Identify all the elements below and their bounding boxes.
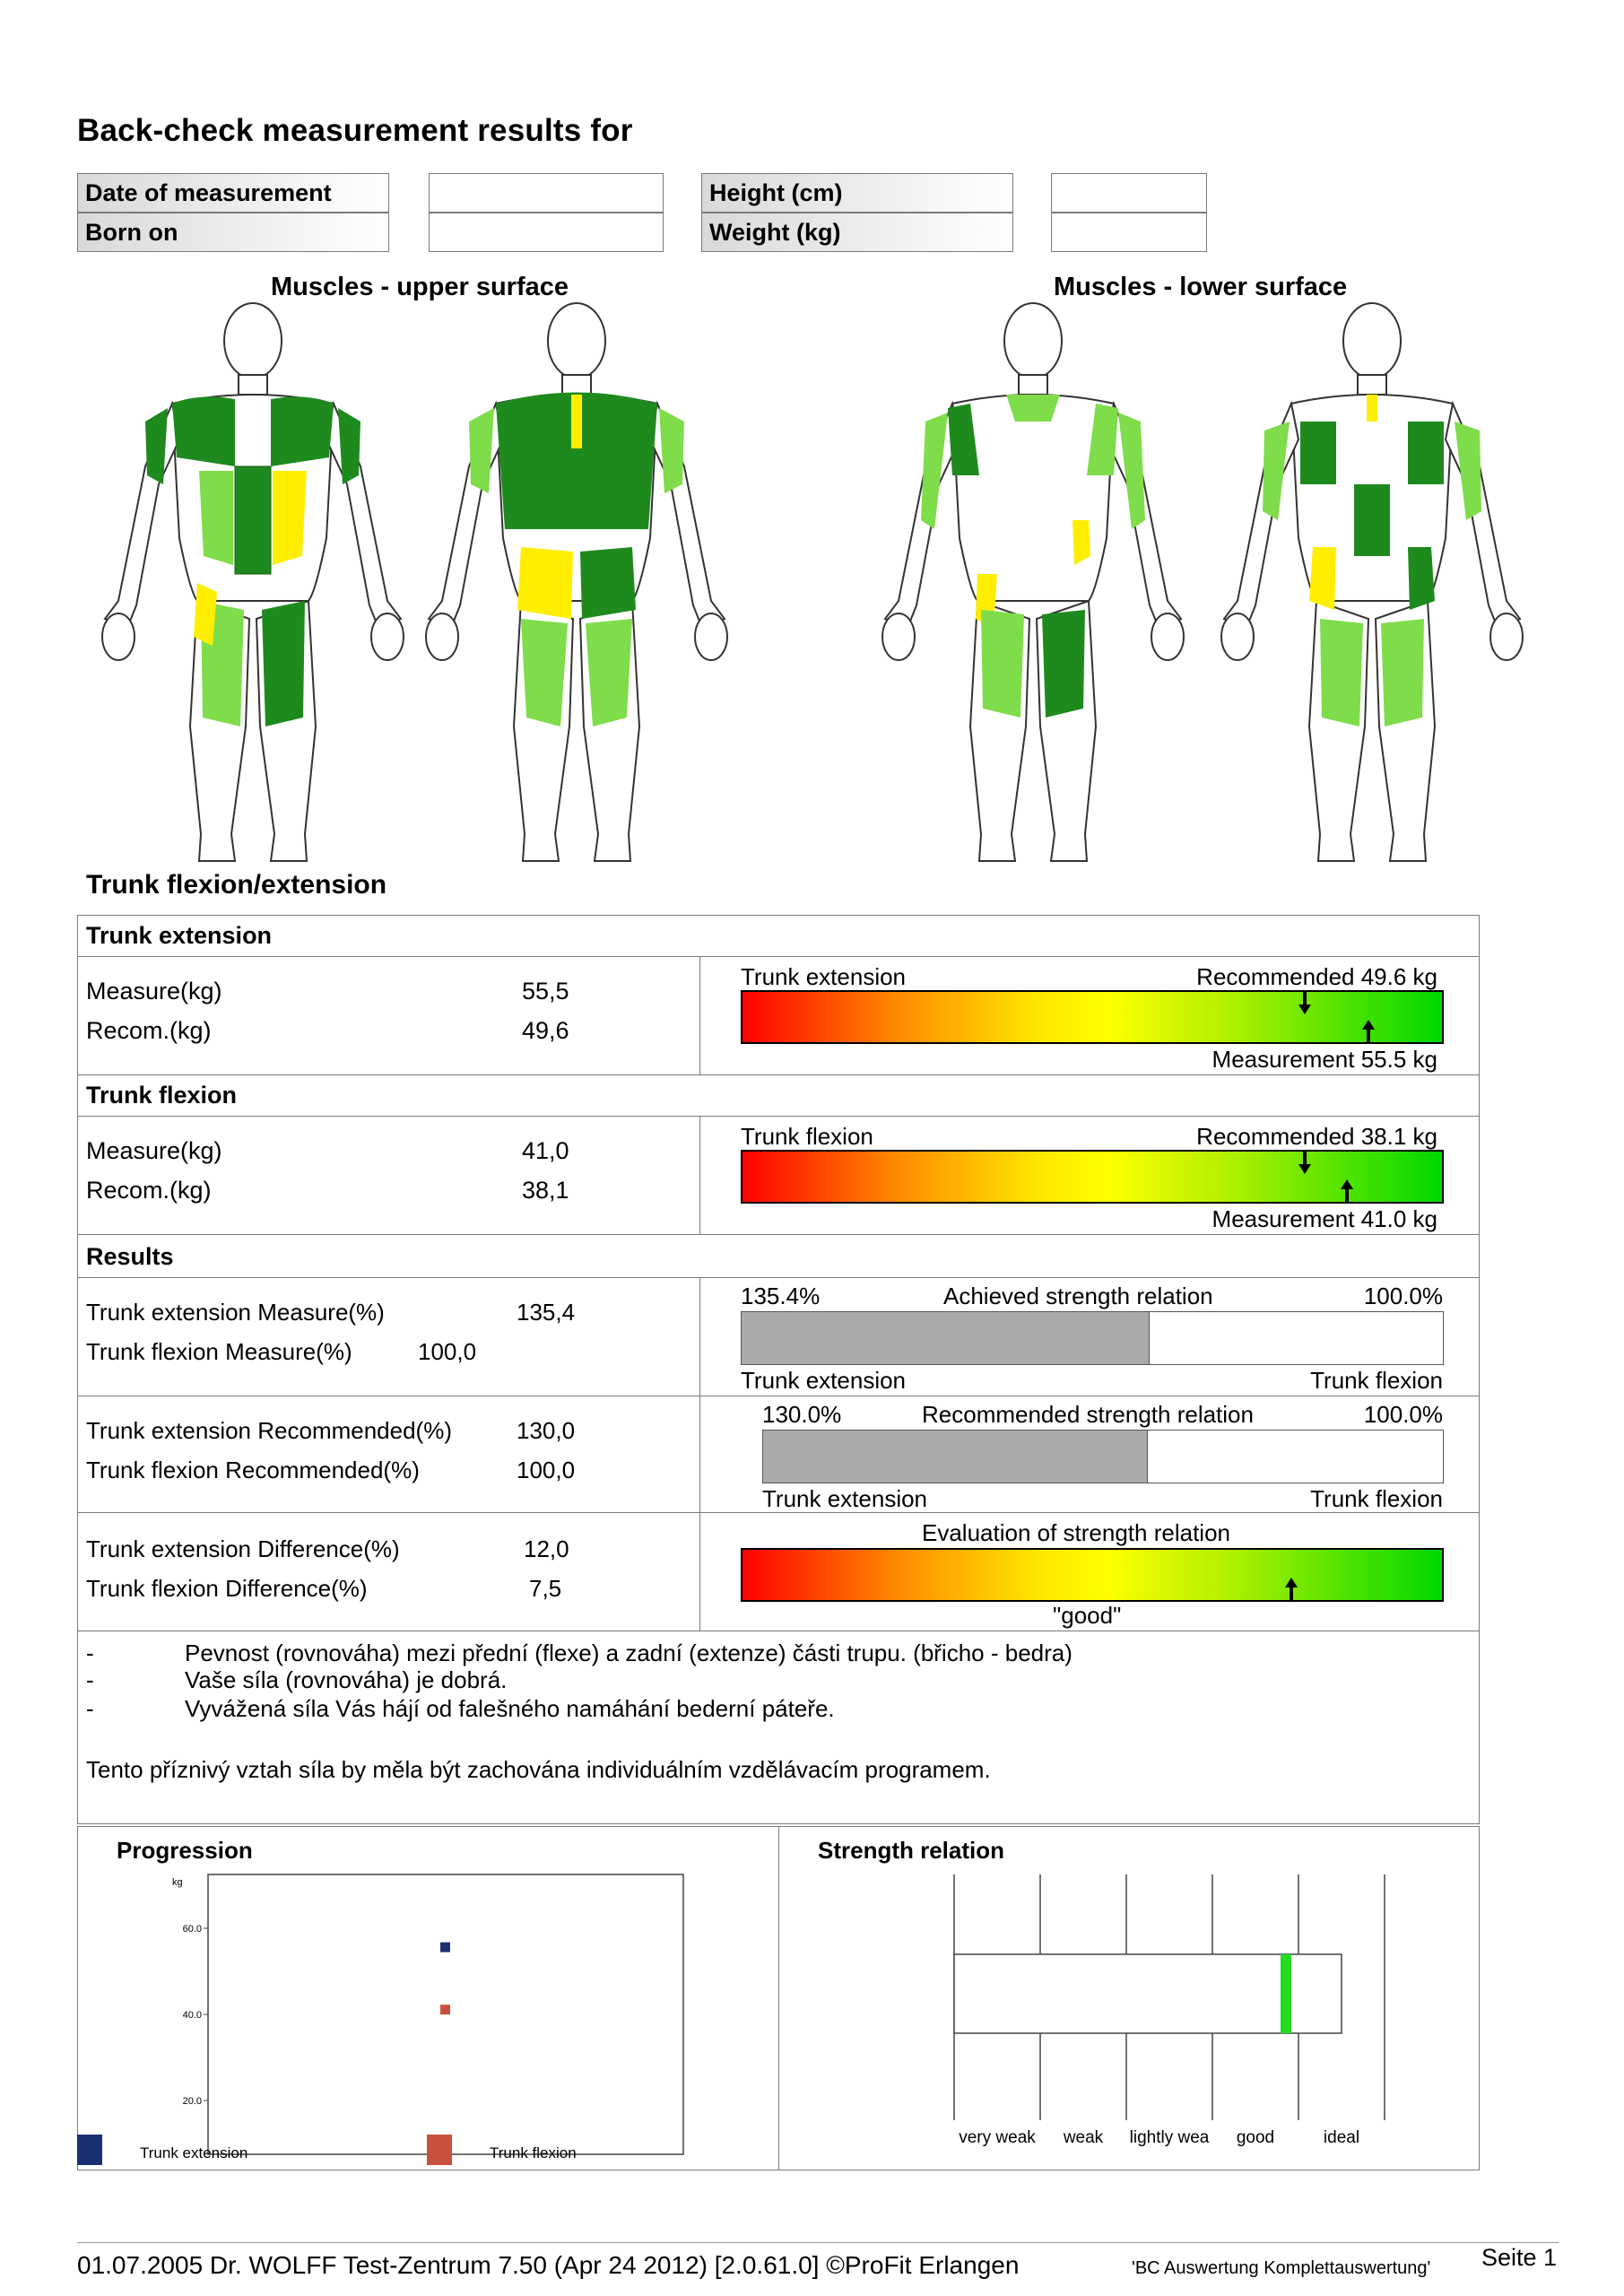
- difference-flex-label: Trunk flexion Difference(%): [86, 1575, 368, 1602]
- extension-measure-label: Measure(kg): [86, 978, 222, 1004]
- evaluation-gauge: [741, 1548, 1444, 1602]
- born-label: Born on: [77, 213, 389, 252]
- recommended-flex-value: 100,0: [517, 1457, 576, 1483]
- progression-title: Progression: [117, 1837, 253, 1864]
- flexion-gauge: [741, 1150, 1444, 1204]
- figure-front-upper: [102, 303, 404, 861]
- figure-back-lower: [1221, 303, 1523, 861]
- achieved-left-pct: 135.4%: [741, 1283, 821, 1309]
- note-closing: Tento příznivý vztah síla by měla být zachována individuálním vzdělávacím programem.: [86, 1756, 991, 1783]
- achieved-right-pct: 100.0%: [1363, 1283, 1443, 1309]
- height-value-field: [1051, 173, 1207, 213]
- extension-recommended-text: Recommended 49.6 kg: [1196, 963, 1437, 990]
- footer-page-number: Seite 1: [1481, 2244, 1558, 2271]
- recommended-ext-label: Trunk extension Recommended(%): [86, 1417, 452, 1444]
- weight-value-field: [1051, 213, 1207, 252]
- recommended-relation-bar: [762, 1430, 1444, 1483]
- achieved-relation-fill: [742, 1312, 1150, 1364]
- muscle-figures: [0, 296, 1624, 870]
- note-dash-2: -: [86, 1666, 94, 1693]
- flexion-bar-label: Trunk flexion: [741, 1123, 873, 1150]
- results-heading: Results: [86, 1243, 174, 1270]
- achieved-title: Achieved strength relation: [943, 1283, 1213, 1309]
- extension-measurement-arrow: [1361, 1019, 1376, 1044]
- evaluation-title: Evaluation of strength relation: [922, 1519, 1230, 1546]
- recommended-ext-value: 130,0: [517, 1417, 576, 1444]
- recommended-relation-fill: [763, 1431, 1148, 1483]
- strength-category-label: ideal: [1323, 2128, 1360, 2147]
- extension-gauge: [741, 990, 1444, 1044]
- achieved-ext-label: Trunk extension Measure(%): [86, 1299, 385, 1326]
- extension-bar-label: Trunk extension: [741, 963, 907, 990]
- legend-flexion-swatch: [427, 2135, 452, 2165]
- recommended-right-pct: 100.0%: [1363, 1401, 1443, 1428]
- extension-measure-value: 55,5: [522, 978, 569, 1004]
- difference-ext-label: Trunk extension Difference(%): [86, 1535, 400, 1562]
- figure-front-lower: [882, 303, 1184, 861]
- recommended-left-name: Trunk extension: [762, 1485, 928, 1512]
- weight-label: Weight (kg): [701, 213, 1013, 252]
- flexion-measurement-text: Measurement 41.0 kg: [1211, 1205, 1437, 1232]
- legend-flexion-label: Trunk flexion: [490, 2144, 577, 2161]
- flexion-measure-value: 41,0: [522, 1137, 569, 1164]
- extension-recom-value: 49,6: [522, 1017, 569, 1044]
- upper-surface-title: Muscles - upper surface: [271, 273, 569, 301]
- note-line-2: Vaše síla (rovnováha) je dobrá.: [185, 1666, 508, 1693]
- difference-flex-value: 7,5: [529, 1575, 562, 1602]
- extension-heading: Trunk extension: [86, 922, 273, 949]
- strength-title: Strength relation: [818, 1837, 1005, 1864]
- strength-category-label: very weak: [959, 2128, 1036, 2147]
- legend-extension-swatch: [77, 2135, 102, 2165]
- progression-y-tick: 20.0: [182, 2096, 202, 2107]
- evaluation-verdict: "good": [1053, 1602, 1122, 1629]
- note-line-3: Vyvážená síla Vás hájí od falešného namáhání bederní páteře.: [185, 1695, 835, 1722]
- flexion-heading: Trunk flexion: [86, 1082, 238, 1109]
- flexion-measurement-arrow: [1340, 1178, 1354, 1204]
- note-dash-1: -: [86, 1639, 94, 1666]
- figure-back-upper: [426, 303, 727, 861]
- footer-middle: 'BC Auswertung Komplettauswertung': [1132, 2258, 1431, 2278]
- lower-surface-title: Muscles - lower surface: [1054, 273, 1348, 301]
- achieved-flex-label: Trunk flexion Measure(%): [86, 1338, 352, 1365]
- flexion-recommended-text: Recommended 38.1 kg: [1196, 1123, 1437, 1150]
- flexion-measure-label: Measure(kg): [86, 1137, 222, 1164]
- note-line-1: Pevnost (rovnováha) mezi přední (flexe) a zadní (extenze) části trupu. (břicho - bedra): [185, 1639, 1073, 1666]
- progression-point-flexion: [440, 2005, 450, 2014]
- achieved-flex-value: 100,0: [418, 1338, 477, 1365]
- footer-left: 01.07.2005 Dr. WOLFF Test-Zentrum 7.50 (Apr 24 2012) [2.0.61.0] ©ProFit Erlangen: [77, 2251, 1020, 2279]
- achieved-left-name: Trunk extension: [741, 1367, 907, 1394]
- achieved-right-name: Trunk flexion: [1310, 1367, 1443, 1394]
- note-dash-3: -: [86, 1695, 94, 1722]
- extension-recom-label: Recom.(kg): [86, 1017, 212, 1044]
- achieved-relation-bar: [741, 1311, 1444, 1365]
- strength-category-label: good: [1236, 2128, 1275, 2147]
- strength-category-label: weak: [1063, 2128, 1104, 2147]
- progression-y-tick: 40.0: [182, 2010, 202, 2021]
- extension-measurement-text: Measurement 55.5 kg: [1211, 1046, 1437, 1073]
- progression-y-unit: kg: [172, 1877, 183, 1888]
- date-label: Date of measurement: [77, 173, 389, 213]
- progression-point-extension: [440, 1943, 450, 1952]
- progression-chart: [77, 1866, 778, 2170]
- flexion-recom-label: Recom.(kg): [86, 1177, 212, 1204]
- flexion-recom-value: 38,1: [522, 1177, 569, 1204]
- evaluation-arrow: [1284, 1577, 1298, 1602]
- flexion-recommended-arrow: [1298, 1150, 1312, 1175]
- recommended-right-name: Trunk flexion: [1310, 1485, 1443, 1512]
- achieved-ext-value: 135,4: [517, 1299, 576, 1326]
- date-value-field: [429, 173, 664, 213]
- legend-extension-label: Trunk extension: [140, 2144, 248, 2161]
- difference-ext-value: 12,0: [524, 1535, 569, 1562]
- trunk-section-title: Trunk flexion/extension: [86, 870, 387, 900]
- born-value-field: [429, 213, 664, 252]
- recommended-left-pct: 130.0%: [762, 1401, 842, 1428]
- height-label: Height (cm): [701, 173, 1013, 213]
- strength-category-label: lightly wea: [1129, 2128, 1210, 2147]
- extension-recommended-arrow: [1298, 990, 1312, 1015]
- recommended-flex-label: Trunk flexion Recommended(%): [86, 1457, 420, 1483]
- page-title: Back-check measurement results for: [77, 113, 633, 148]
- strength-relation-chart: [778, 1866, 1480, 2170]
- strength-value-bar: [1281, 1954, 1291, 2033]
- progression-y-tick: 60.0: [182, 1924, 202, 1935]
- recommended-title: Recommended strength relation: [922, 1401, 1254, 1428]
